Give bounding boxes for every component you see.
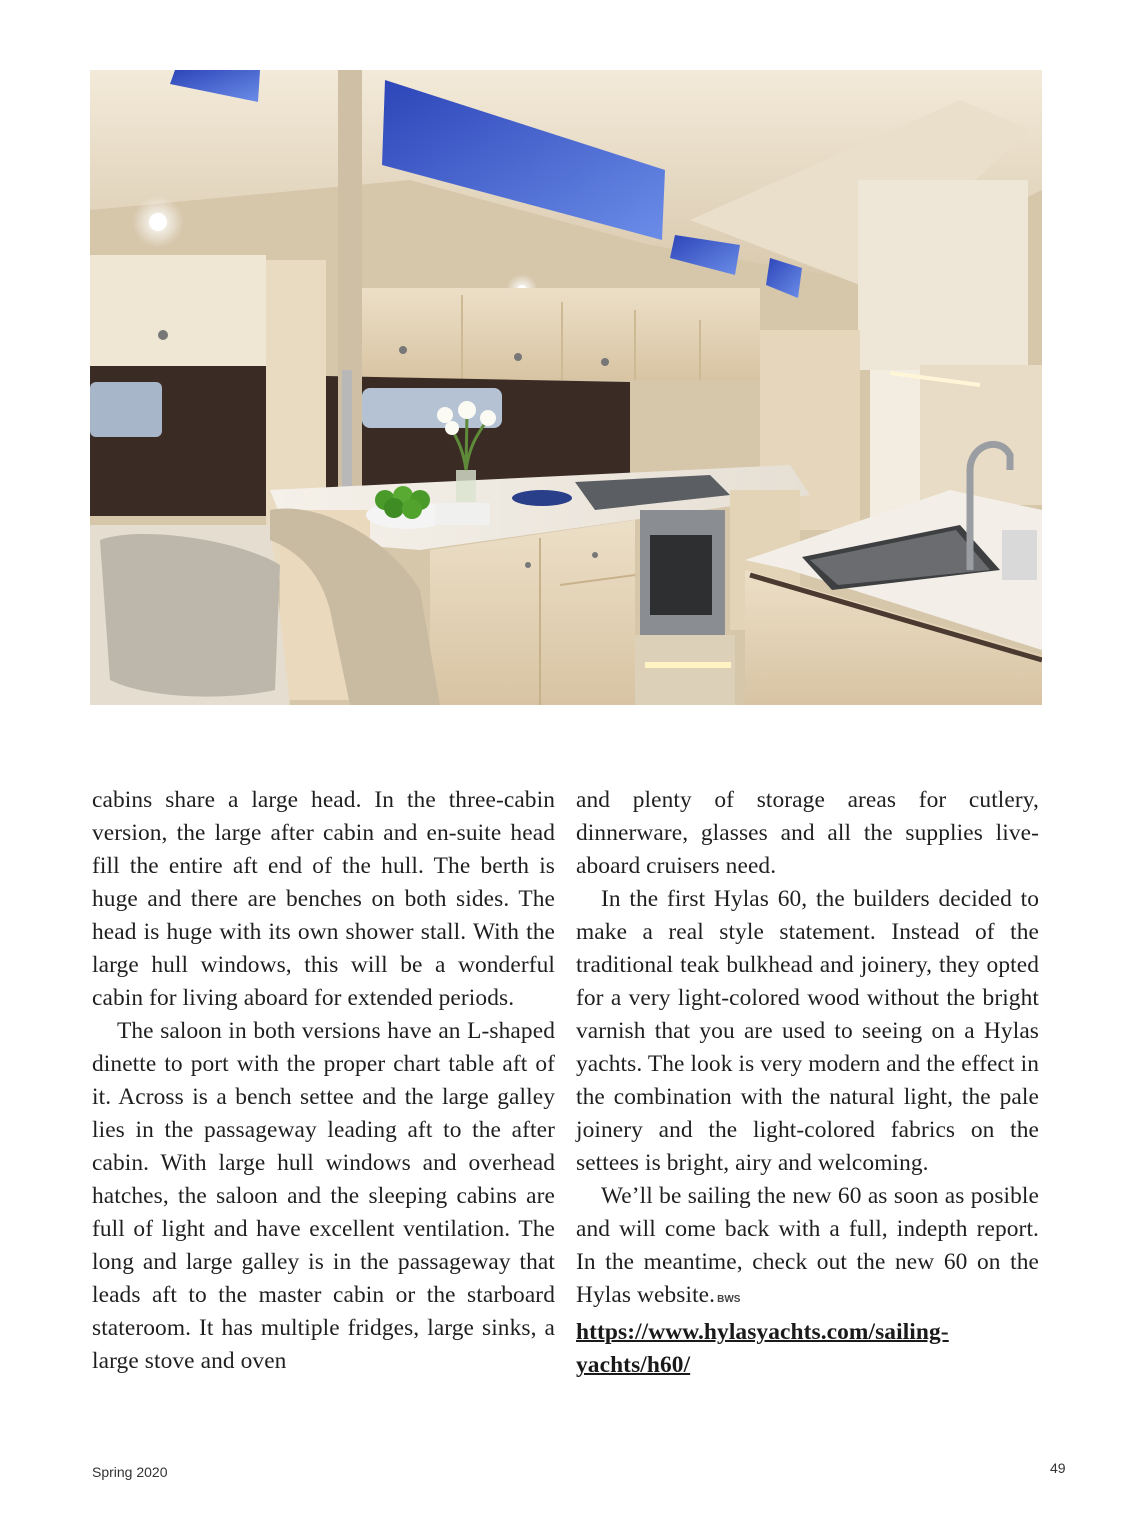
link-line: https://www.hylasyachts.com/sailing- [576, 1319, 949, 1345]
paragraph-text: We’ll be sailing the new 60 as soon as posible and will come back with a full, indepth report. In the meantime, check out the new 60 on the Hylas website. [576, 1183, 1039, 1308]
paragraph [576, 1180, 1039, 1316]
article-column-left [92, 784, 555, 1378]
apple [402, 499, 422, 519]
paragraph: cabins share a large head. In the three-cabin version, the large after cabin and en-suite head fill the entire aft end of the hull. The berth is huge and there are benches on both sides. The head is huge with its own shower stall. With the large hull windows, this will be a wonderful cabin for living aboard for extended periods. [92, 787, 555, 1011]
paragraph: In the first Hylas 60, the builders decided to make a real style statement. Instead of the traditional teak bulkhead and joinery, they opted for a very light-colored wood without the bright varnish that you are used to seeing on a Hylas yachts. The look is very modern and the effect in the combination with the natural light, the pale joinery and the light-colored fabrics on the settees is bright, airy and welcoming. [576, 886, 1039, 1176]
link-line: yachts/h60/ [576, 1352, 691, 1378]
interior-photo [90, 70, 1042, 705]
hylas-website-link[interactable] [576, 1316, 1039, 1382]
paragraph: and plenty of storage areas for cutlery, dinnerware, glasses and all the supplies live-aboard cruisers need. [576, 787, 1039, 879]
footer-issue: Spring 2020 [92, 1464, 168, 1480]
apple [384, 498, 404, 518]
page-number: 49 [1050, 1460, 1066, 1476]
paragraph: The saloon in both versions have an L-shaped dinette to port with the proper chart table aft of it. Across is a bench settee and the large galley lies in the passageway leading aft to the after cabin. With large hull windows and overhead hatches, the saloon and the sleeping cabins are full of light and have excellent ventilation. The long and large galley is in the passageway that leads aft to the master cabin or the starboard stateroom. It has multiple fridges, large sinks, a large stove and oven [92, 1018, 555, 1374]
end-signature: BWS [717, 1294, 741, 1305]
article-column-right [576, 784, 1039, 1382]
